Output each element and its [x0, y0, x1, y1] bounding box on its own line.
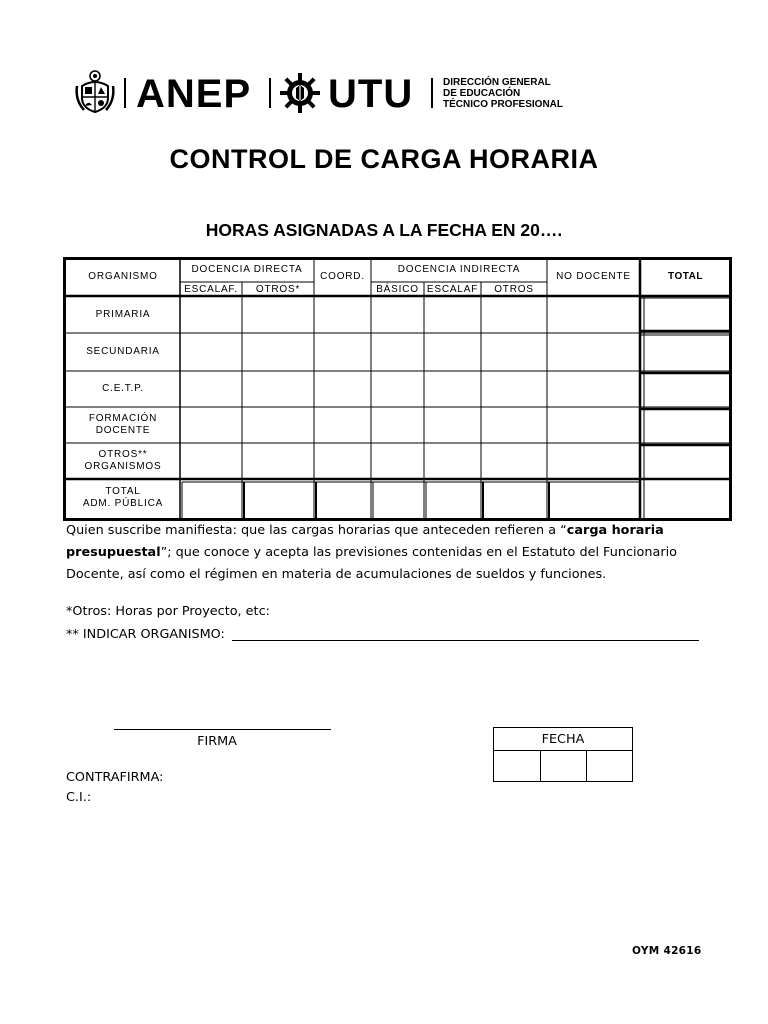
ci-label: C.I.: — [66, 790, 92, 805]
row-label-otros-organismos — [66, 449, 180, 473]
utu-gear-emblem-icon — [279, 72, 321, 114]
declaration-bold: carga horaria presupuestal — [66, 523, 664, 560]
header-otros-dd: OTROS* — [255, 284, 301, 295]
header-total: TOTAL — [668, 271, 703, 282]
organization-line: TÉCNICO PROFESIONAL — [443, 99, 564, 110]
row-label-cetp — [66, 383, 180, 395]
row-label-line: C.E.T.P. — [102, 383, 144, 394]
row-label-line: FORMACIÓN — [88, 413, 158, 424]
logo-separator — [431, 78, 433, 108]
header-otros-di: OTROS — [494, 284, 534, 295]
firma-line[interactable] — [114, 729, 331, 730]
declaration-text — [66, 520, 726, 586]
row-label-formacion-docente — [66, 413, 180, 437]
logo-utu: UTU — [328, 72, 414, 116]
row-label-secundaria — [66, 346, 180, 358]
row-label-line: SECUNDARIA — [86, 346, 160, 357]
contrafirma-label: CONTRAFIRMA: — [66, 770, 164, 785]
logo-separator — [269, 78, 271, 108]
fecha-month-cell[interactable] — [540, 751, 587, 781]
header-basico: BÁSICO — [376, 284, 419, 295]
form-code: OYM 42616 — [632, 945, 702, 957]
fecha-day-cell[interactable] — [494, 751, 540, 781]
note-otros: *Otros: Horas por Proyecto, etc: — [66, 604, 270, 619]
row-label-line: ORGANISMOS — [84, 461, 162, 472]
logo-separator — [124, 78, 126, 108]
firma-label: FIRMA — [197, 734, 237, 749]
organismo-input-line[interactable] — [232, 640, 699, 641]
header-docencia-indirecta: DOCENCIA INDIRECTA — [397, 264, 521, 275]
row-label-line: OTROS** — [98, 449, 148, 460]
uruguay-coat-of-arms-icon — [74, 68, 116, 114]
logo-anep: ANEP — [136, 72, 252, 116]
declaration-part1: Quien suscribe manifiesta: que las cargas horarias que anteceden refieren a “ — [66, 523, 567, 538]
fecha-label: FECHA — [494, 728, 632, 751]
row-label-line: PRIMARIA — [95, 309, 151, 320]
note-indicar-organismo: ** INDICAR ORGANISMO: — [66, 627, 225, 642]
fecha-year-cell[interactable] — [586, 751, 633, 781]
row-label-line: TOTAL — [105, 486, 141, 497]
organization-line: DIRECCIÓN GENERAL — [443, 77, 551, 88]
declaration-part2: ”; que conoce y acepta las previsiones contenidas en el Estatuto del Funcionario Docente, así como el régimen en materia de acumulaciones de sueldos y funciones. — [66, 545, 677, 582]
header-organismo: ORGANISMO — [88, 271, 158, 282]
row-label-total-adm-publica — [66, 486, 180, 510]
header-no-docente: NO DOCENTE — [556, 271, 631, 282]
organization-line: DE EDUCACIÓN — [443, 88, 521, 99]
header-docencia-directa: DOCENCIA DIRECTA — [191, 264, 303, 275]
header-coord: COORD. — [320, 271, 365, 282]
row-label-line: DOCENTE — [95, 425, 151, 436]
row-label-primaria — [66, 309, 180, 321]
organization-name — [443, 77, 563, 110]
page-subtitle: HORAS ASIGNADAS A LA FECHA EN 20…. — [205, 220, 563, 240]
row-label-line: ADM. PÚBLICA — [82, 498, 164, 509]
page-title: CONTROL DE CARGA HORARIA — [169, 144, 599, 174]
logo-band — [0, 60, 768, 130]
fecha-box — [493, 727, 633, 782]
header-escalaf-dd: ESCALAF. — [184, 284, 238, 295]
header-escalaf-di: ESCALAF — [426, 284, 479, 295]
